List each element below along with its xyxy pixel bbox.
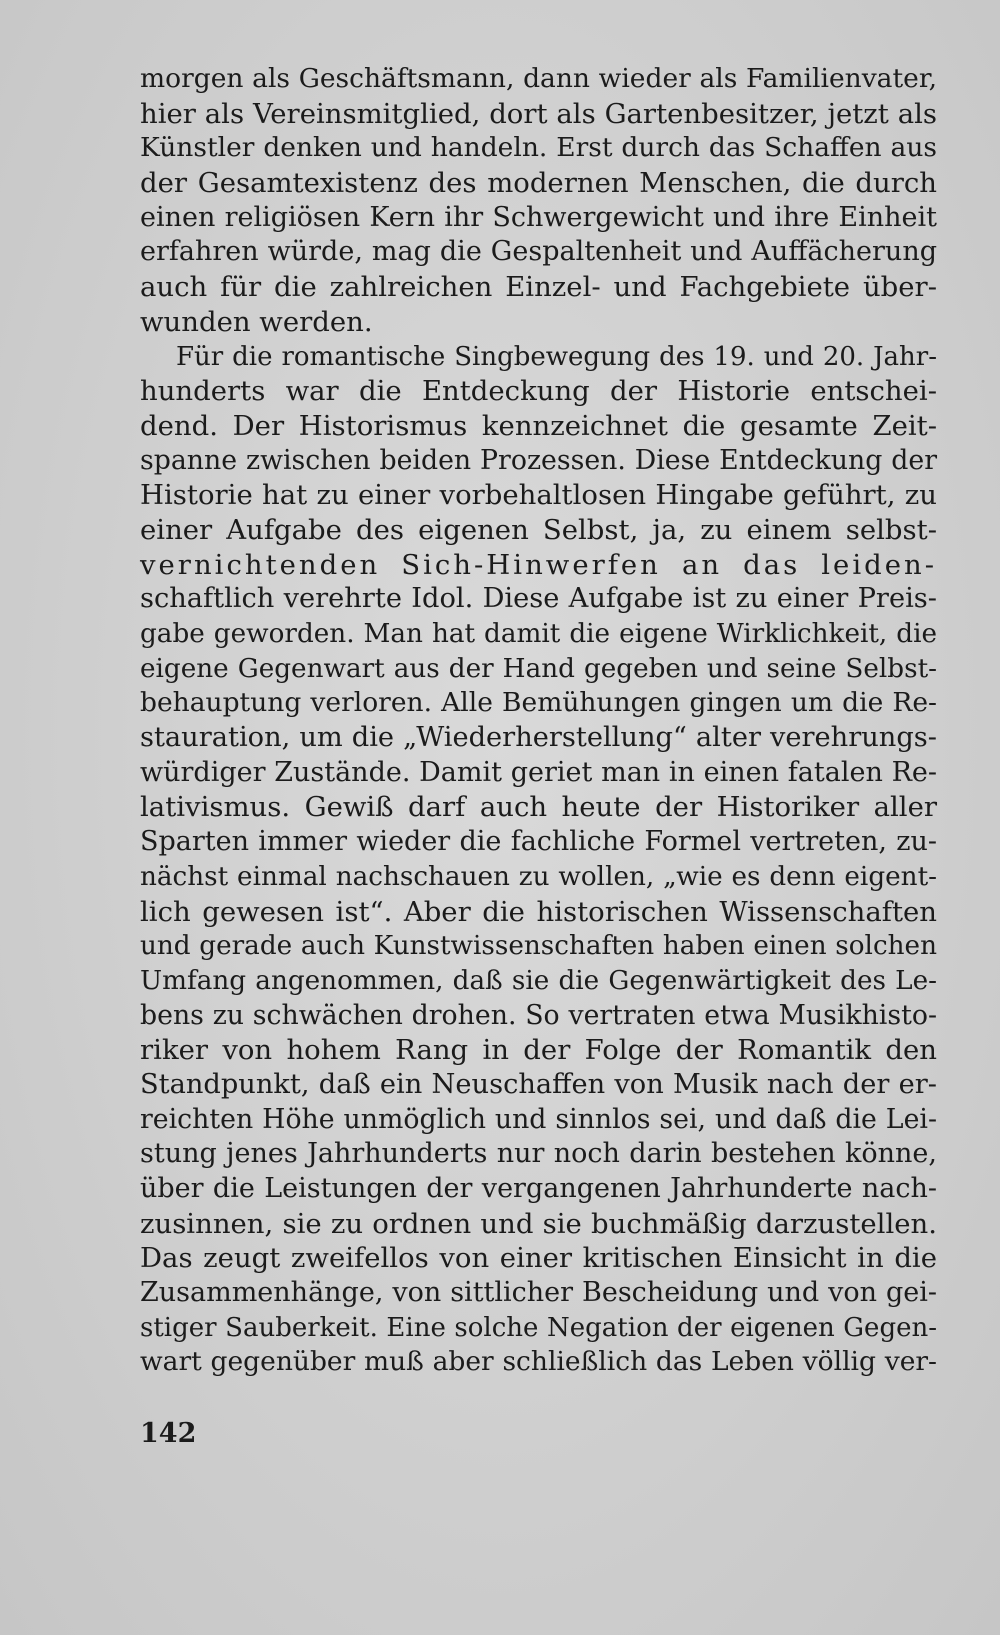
text-line: dend. Der Historismus kennzeichnet die gesamte Zeit- [140,409,937,442]
text-line: eigene Gegenwart aus der Hand gegeben und seine Selbst- [140,653,937,684]
text-line: nächst einmal nachschauen zu wollen, „wie es denn eigent- [140,861,937,892]
text-line: erfahren würde, mag die Gespaltenheit und Auffächerung [140,236,937,268]
text-line: spanne zwischen beiden Prozessen. Diese Entdeckung der [140,444,937,476]
text-line: Das zeugt zweifellos von einer kritischen Einsicht in die [140,1242,937,1275]
text-line: auch für die zahlreichen Einzel- und Fachgebiete über- [140,271,937,304]
text-line: schaftlich verehrte Idol. Diese Aufgabe ist zu einer Preis- [140,583,937,615]
text-line: gabe geworden. Man hat damit die eigene Wirklichkeit, die [140,619,937,649]
text-line: reichten Höhe unmöglich und sinnlos sei, und daß die Lei- [140,1103,937,1135]
text-line: und gerade auch Kunstwissenschaften haben einen solchen [140,931,937,962]
text-line: Umfang angenommen, daß sie die Gegenwärtigkeit des Le- [140,965,937,996]
text-line: zusinnen, sie zu ordnen und sie buchmäßig darzustellen. [140,1207,937,1240]
body-text [140,62,937,1380]
text-line: Für die romantische Singbewegung des 19. und 20. Jahr- [176,341,937,372]
text-line: Zusammenhänge, von sittlicher Bescheidung und von gei- [140,1277,937,1309]
text-line: bens zu schwächen drohen. So vertraten etwa Musikhisto- [140,999,937,1031]
text-line: lativismus. Gewiß darf auch heute der Historiker aller [140,791,937,824]
text-line: hier als Vereinsmitglied, dort als Gartenbesitzer, jetzt als [140,97,937,130]
text-line: Sparten immer wieder die fachliche Formel vertreten, zu- [140,826,937,858]
text-line: der Gesamtexistenz des modernen Menschen, die durch [140,167,937,200]
text-line: stung jenes Jahrhunderts nur noch darin bestehen könne, [140,1138,937,1170]
page-number: 142 [140,1418,197,1449]
text-line: vernichtenden Sich-Hinwerfen an das leiden- [140,548,937,581]
text-line: wunden werden. [140,305,373,338]
text-line: Historie hat zu einer vorbehaltlosen Hingabe geführt, zu [140,479,937,512]
text-line: einen religiösen Kern ihr Schwergewicht und ihre Einheit [140,201,937,233]
text-line: Künstler denken und handeln. Erst durch das Schaffen aus [140,132,937,164]
text-line: stiger Sauberkeit. Eine solche Negation der eigenen Gegen- [140,1312,937,1343]
text-line: riker von hohem Rang in der Folge der Romantik den [140,1034,937,1067]
text-line: behauptung verloren. Alle Bemühungen gingen um die Re- [140,687,937,719]
text-line: hunderts war die Entdeckung der Historie entschei- [140,375,937,408]
text-line: lich gewesen ist“. Aber die historischen Wissenschaften [140,895,937,928]
text-line: über die Leistungen der vergangenen Jahrhunderte nach- [140,1173,937,1204]
text-line: einer Aufgabe des eigenen Selbst, ja, zu einem selbst- [140,513,937,546]
text-line: würdiger Zustände. Damit geriet man in einen fatalen Re- [140,756,937,788]
text-line: stauration, um die „Wiederherstellung“ alter verehrungs- [140,722,937,754]
text-line: Standpunkt, daß ein Neuschaffen von Musik nach der er- [140,1068,937,1100]
text-line: wart gegenüber muß aber schließlich das Leben völlig ver- [140,1346,937,1378]
text-line: morgen als Geschäftsmann, dann wieder als Familienvater, [140,63,937,94]
